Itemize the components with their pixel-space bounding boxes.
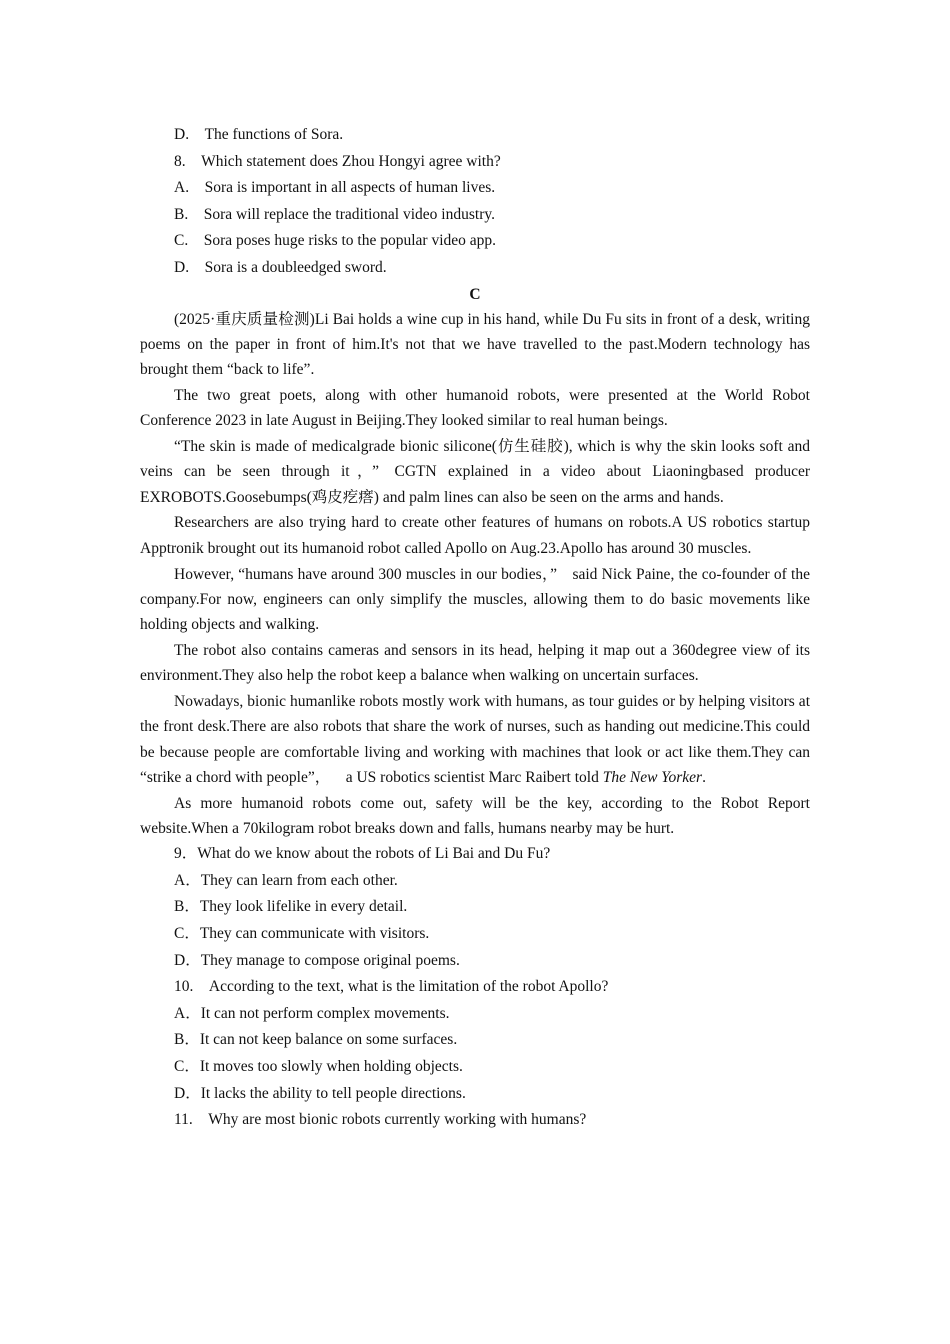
section-heading: C <box>469 285 481 303</box>
question-line: 9．What do we know about the robots of Li Bai and Du Fu? <box>174 845 551 863</box>
option-line: C．It moves too slowly when holding objects. <box>174 1058 463 1076</box>
document-page <box>140 122 810 1134</box>
question-line: 11. Why are most bionic robots currently working with humans? <box>174 1111 587 1129</box>
option-line: A．They can learn from each other. <box>174 871 398 889</box>
passage-paragraph: (2025·重庆质量检测)Li Bai holds a wine cup in his hand, while Du Fu sits in front of a desk, writing poems on the paper in front of him.It's not that we have travelled to the past.Modern technology has brought them “back to life”. <box>140 310 810 379</box>
paragraph-end: . <box>702 768 706 786</box>
option-line: A. Sora is important in all aspects of human lives. <box>174 179 496 197</box>
option-line: B. Sora will replace the traditional video industry. <box>174 205 495 223</box>
passage-paragraph: As more humanoid robots come out, safety will be the key, according to the Robot Report website.When a 70kilogram robot breaks down and falls, humans nearby may be hurt. <box>140 794 810 837</box>
option-line: D. Sora is a doubleedged sword. <box>174 258 387 276</box>
option-line: A．It can not perform complex movements. <box>174 1004 450 1022</box>
passage-paragraph: “The skin is made of medicalgrade bionic silicone(仿生硅胶), which is why the skin looks soft and veins can be seen through it，” CGTN explained in a video about Liaoningbased producer EXROBOTS.Goosebumps(鸡皮疙瘩) and palm lines can also be seen on the arms and hands. <box>140 438 810 506</box>
option-line: B．It can not keep balance on some surfaces. <box>174 1031 458 1049</box>
question-line: 10. According to the text, what is the limitation of the robot Apollo? <box>174 978 609 996</box>
paragraph-text: Nowadays, bionic humanlike robots mostly work with humans, as tour guides or by helping visitors at the front desk.There are also robots that share the work of nurses, such as handing out medicine.This could be because people are comfortable living and working with machines that look or act like them.They can “strike a chord with people”， a US robotics scientist Marc Raibert told <box>140 693 810 786</box>
option-line: D．They manage to compose original poems. <box>174 951 460 969</box>
option-line: D．It lacks the ability to tell people directions. <box>174 1084 466 1102</box>
option-line: B．They look lifelike in every detail. <box>174 898 408 916</box>
option-line: D. The functions of Sora. <box>174 126 344 143</box>
passage-paragraph: The robot also contains cameras and sensors in its head, helping it map out a 360degree view of its environment.They also help the robot keep a balance when walking on uncertain surfaces. <box>140 641 810 685</box>
passage-paragraph: However, “humans have around 300 muscles in our bodies，” said Nick Paine, the co-founder of the company.For now, engineers can only simplify the muscles, allowing them to do basic movements like holding objects and walking. <box>140 565 810 634</box>
publication-title: The New Yorker <box>602 768 703 786</box>
question-line: 8. Which statement does Zhou Hongyi agree with? <box>174 152 501 170</box>
passage-paragraph: Researchers are also trying hard to create other features of humans on robots.A US robotics startup Apptronik brought out its humanoid robot called Apollo on Aug.23.Apollo has around 30 muscles. <box>140 514 810 557</box>
passage-paragraph <box>140 689 810 790</box>
option-line: C. Sora poses huge risks to the popular video app. <box>174 232 497 250</box>
passage-paragraph: The two great poets, along with other humanoid robots, were presented at the World Robot Conference 2023 in late August in Beijing.They looked similar to real human beings. <box>140 386 810 430</box>
option-line: C．They can communicate with visitors. <box>174 925 430 943</box>
